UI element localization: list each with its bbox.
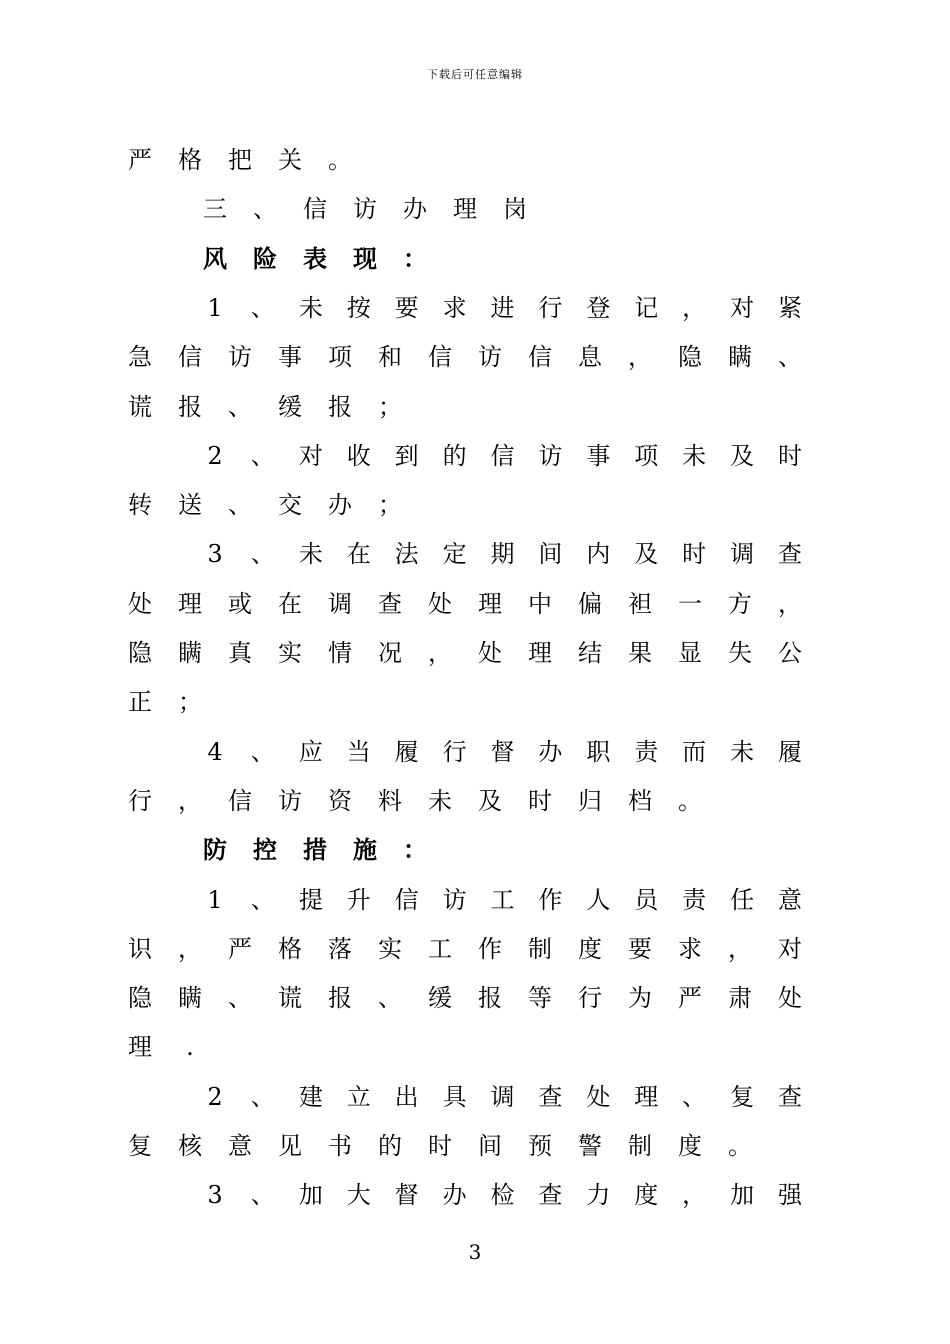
text-glyph: 加	[298, 1181, 323, 1210]
text-glyph: 在	[346, 540, 371, 569]
text-glyph: .	[186, 1033, 194, 1062]
text-glyph: 查	[778, 1082, 802, 1111]
text-glyph: 责	[634, 737, 659, 766]
text-glyph: 调	[730, 540, 755, 569]
text-glyph: 险	[253, 243, 277, 273]
text-glyph: 谎	[128, 392, 152, 421]
text-glyph: 理	[453, 195, 477, 224]
text-glyph: 瞒	[178, 984, 202, 1013]
text-glyph: 强	[778, 1181, 802, 1210]
text-glyph: 间	[538, 540, 563, 569]
text-glyph: 核	[178, 1132, 202, 1160]
page-number: 3	[468, 1240, 482, 1264]
text-glyph: 求	[442, 293, 467, 322]
text-glyph: 急	[128, 343, 152, 372]
text-glyph: 时	[778, 441, 802, 470]
text-glyph: 1	[207, 885, 223, 914]
text-glyph: 职	[586, 737, 611, 766]
text-glyph: 瞒	[728, 343, 752, 372]
text-glyph: 访	[278, 786, 302, 815]
text-glyph: 转	[128, 491, 152, 520]
text-glyph: 、	[250, 737, 275, 766]
text-glyph: 办	[538, 737, 563, 766]
text-glyph: 登	[586, 293, 611, 322]
text-glyph: 项	[328, 343, 352, 372]
text-glyph: 度	[578, 934, 602, 963]
text-glyph: 未	[682, 441, 707, 470]
text-glyph: 见	[278, 1132, 302, 1160]
text-glyph: 紧	[778, 293, 802, 322]
text-glyph: ，	[682, 1181, 707, 1210]
text-glyph: 调	[490, 1082, 515, 1111]
text-glyph: 行	[442, 737, 467, 766]
text-glyph: 项	[634, 441, 659, 470]
text-glyph: 记	[634, 293, 659, 322]
text-glyph: 期	[490, 540, 515, 569]
text-glyph: 3	[207, 540, 223, 569]
text-glyph: 公	[778, 639, 802, 667]
text-glyph: ；	[378, 491, 402, 520]
text-glyph: 办	[442, 1181, 467, 1210]
text-glyph: 访	[538, 441, 563, 470]
text-glyph: 等	[528, 984, 552, 1013]
text-glyph: 未	[298, 540, 323, 569]
text-glyph: 理	[128, 1033, 152, 1062]
text-glyph: 查	[538, 1082, 563, 1111]
text-glyph: 时	[428, 1132, 452, 1160]
text-glyph: 处	[128, 589, 152, 618]
text-glyph: 表	[303, 243, 327, 273]
text-glyph: 、	[253, 195, 277, 224]
text-glyph: 履	[394, 737, 419, 766]
text-glyph: 谎	[278, 984, 302, 1013]
text-glyph: 结	[578, 639, 602, 667]
text-glyph: 检	[490, 1181, 515, 1210]
text-glyph: 收	[346, 441, 371, 470]
text-glyph: 报	[328, 392, 352, 421]
text-glyph: 预	[528, 1132, 552, 1160]
text-glyph: 具	[442, 1082, 467, 1111]
text-glyph: 失	[728, 639, 752, 667]
text-glyph: 中	[528, 589, 552, 618]
text-glyph: 责	[682, 885, 707, 914]
text-glyph: 施	[353, 835, 377, 865]
text-glyph: 严	[678, 984, 702, 1013]
text-glyph: 加	[730, 1181, 755, 1210]
text-glyph: 隐	[128, 639, 152, 667]
text-glyph: 严	[228, 934, 252, 963]
text-glyph: 力	[586, 1181, 611, 1210]
text-glyph: 隐	[128, 984, 152, 1013]
text-glyph: 瞒	[178, 639, 202, 667]
text-glyph: 、	[378, 984, 402, 1013]
text-glyph: 报	[328, 984, 352, 1013]
text-glyph: 为	[628, 984, 652, 1013]
text-glyph: 行	[538, 293, 563, 322]
text-glyph: 、	[228, 491, 252, 520]
text-glyph: 行	[128, 786, 152, 815]
text-glyph: 的	[442, 441, 467, 470]
text-glyph: 。	[328, 146, 352, 174]
text-glyph: 2	[207, 1082, 223, 1111]
text-glyph: 料	[378, 786, 402, 815]
text-glyph: ，	[428, 639, 452, 667]
text-glyph: 访	[478, 343, 502, 372]
text-glyph: 复	[730, 1082, 755, 1111]
text-glyph: 格	[278, 934, 302, 963]
text-glyph: 督	[490, 737, 515, 766]
text-glyph: 、	[228, 984, 252, 1013]
text-glyph: 员	[634, 885, 659, 914]
text-glyph: 、	[778, 343, 802, 372]
text-glyph: 资	[328, 786, 352, 815]
text-glyph: 正	[128, 688, 152, 717]
text-glyph: 、	[228, 392, 252, 421]
text-glyph: 内	[586, 540, 611, 569]
text-glyph: ：	[403, 835, 427, 865]
text-glyph: 事	[586, 441, 611, 470]
text-glyph: 意	[778, 885, 802, 914]
text-glyph: 隐	[678, 343, 702, 372]
text-glyph: 严	[128, 146, 152, 174]
text-glyph: 或	[228, 589, 252, 618]
text-glyph: 三	[203, 195, 227, 224]
text-glyph: 对	[778, 934, 802, 963]
text-glyph: 查	[538, 1181, 563, 1210]
text-glyph: 报	[178, 392, 202, 421]
text-glyph: 间	[478, 1132, 502, 1160]
text-glyph: 报	[478, 984, 502, 1013]
text-glyph: ，	[628, 343, 652, 372]
text-glyph: 及	[730, 441, 755, 470]
text-glyph: ：	[403, 243, 427, 273]
text-glyph: 访	[228, 343, 252, 372]
text-glyph: 制	[628, 1132, 652, 1160]
text-glyph: 任	[730, 885, 755, 914]
text-glyph: 理	[634, 1082, 659, 1111]
text-glyph: 建	[298, 1082, 323, 1111]
text-glyph: 履	[778, 737, 802, 766]
text-glyph: 、	[250, 1181, 275, 1210]
text-glyph: 档	[628, 786, 652, 815]
text-glyph: 实	[378, 934, 402, 963]
text-glyph: 提	[298, 885, 323, 914]
text-glyph: 、	[250, 441, 275, 470]
text-glyph: 警	[578, 1132, 602, 1160]
text-glyph: 理	[478, 589, 502, 618]
text-glyph: 送	[178, 491, 202, 520]
text-glyph: 办	[328, 491, 352, 520]
text-glyph: 按	[346, 293, 371, 322]
text-glyph: 度	[634, 1181, 659, 1210]
text-glyph: 信	[228, 786, 252, 815]
text-glyph: 、	[250, 540, 275, 569]
header-note: 下载后可任意编辑	[427, 68, 523, 81]
text-glyph: 理	[178, 589, 202, 618]
text-glyph: 对	[730, 293, 755, 322]
text-glyph: 升	[346, 885, 371, 914]
text-glyph: ；	[378, 392, 402, 421]
text-glyph: 袒	[628, 589, 652, 618]
text-glyph: 。	[728, 1132, 752, 1160]
text-glyph: 工	[490, 885, 515, 914]
text-glyph: 而	[682, 737, 707, 766]
text-glyph: 1	[207, 293, 223, 322]
text-glyph: 、	[250, 1082, 275, 1111]
text-glyph: 缓	[428, 984, 452, 1013]
text-glyph: 当	[346, 737, 371, 766]
text-glyph: 要	[628, 934, 652, 963]
text-glyph: 制	[528, 934, 552, 963]
text-glyph: 复	[128, 1132, 152, 1160]
text-glyph: 肃	[728, 984, 752, 1013]
text-glyph: 方	[728, 589, 752, 618]
text-glyph: 真	[228, 639, 252, 667]
text-glyph: 风	[203, 243, 227, 273]
text-glyph: 4	[207, 737, 223, 766]
text-glyph: 格	[178, 146, 202, 174]
text-glyph: 作	[538, 885, 563, 914]
text-glyph: 况	[378, 639, 402, 667]
text-glyph: 实	[278, 639, 302, 667]
text-glyph: 信	[394, 885, 419, 914]
text-glyph: 息	[578, 343, 602, 372]
text-glyph: 到	[394, 441, 419, 470]
text-glyph: 督	[394, 1181, 419, 1210]
text-glyph: 出	[394, 1082, 419, 1111]
text-glyph: 应	[298, 737, 323, 766]
text-glyph: 显	[678, 639, 702, 667]
text-glyph: 交	[278, 491, 302, 520]
text-glyph: 及	[634, 540, 659, 569]
text-glyph: 归	[578, 786, 602, 815]
text-glyph: 把	[228, 146, 252, 174]
text-glyph: 偏	[578, 589, 602, 618]
text-glyph: ，	[682, 293, 707, 322]
text-glyph: 信	[428, 343, 452, 372]
text-glyph: 时	[682, 540, 707, 569]
text-glyph: 3	[207, 1181, 223, 1210]
text-glyph: ，	[778, 589, 802, 618]
text-glyph: 。	[678, 786, 702, 815]
text-glyph: 识	[128, 934, 152, 963]
text-glyph: 访	[353, 195, 377, 224]
text-glyph: 定	[442, 540, 467, 569]
text-glyph: 查	[378, 589, 402, 618]
text-glyph: 落	[328, 934, 352, 963]
text-glyph: 处	[428, 589, 452, 618]
text-glyph: 对	[298, 441, 323, 470]
text-glyph: 情	[328, 639, 352, 667]
text-glyph: 访	[442, 885, 467, 914]
text-glyph: 处	[586, 1082, 611, 1111]
text-glyph: 意	[228, 1132, 252, 1160]
text-glyph: ，	[728, 934, 752, 963]
text-glyph: 的	[378, 1132, 402, 1160]
text-glyph: 控	[253, 835, 277, 865]
text-glyph: 未	[730, 737, 755, 766]
text-glyph: 果	[628, 639, 652, 667]
text-glyph: 信	[178, 343, 202, 372]
text-glyph: 未	[428, 786, 452, 815]
text-glyph: 事	[278, 343, 302, 372]
text-glyph: 、	[682, 1082, 707, 1111]
text-glyph: 关	[278, 146, 302, 174]
text-glyph: 书	[328, 1132, 352, 1160]
text-glyph: 要	[394, 293, 419, 322]
text-glyph: 进	[490, 293, 515, 322]
text-glyph: 查	[778, 540, 802, 569]
text-glyph: 和	[378, 343, 402, 372]
text-glyph: 防	[203, 835, 227, 865]
text-glyph: 、	[250, 885, 275, 914]
text-glyph: 大	[346, 1181, 371, 1210]
text-glyph: 工	[428, 934, 452, 963]
text-glyph: 信	[528, 343, 552, 372]
text-glyph: 理	[528, 639, 552, 667]
text-glyph: 求	[678, 934, 702, 963]
text-glyph: ，	[178, 934, 202, 963]
text-glyph: 措	[303, 835, 327, 865]
text-glyph: 未	[298, 293, 323, 322]
text-glyph: ；	[178, 688, 202, 717]
text-glyph: 信	[303, 195, 327, 224]
text-glyph: 办	[403, 195, 427, 224]
text-glyph: 岗	[503, 195, 527, 224]
text-glyph: 调	[328, 589, 352, 618]
text-glyph: 处	[778, 984, 802, 1013]
text-glyph: 现	[353, 243, 377, 273]
text-glyph: 立	[346, 1082, 371, 1111]
text-glyph: 信	[490, 441, 515, 470]
text-glyph: 一	[678, 589, 702, 618]
text-glyph: 作	[478, 934, 502, 963]
text-glyph: 度	[678, 1132, 702, 1160]
text-glyph: 人	[586, 885, 611, 914]
text-glyph: 在	[278, 589, 302, 618]
text-glyph: 缓	[278, 392, 302, 421]
text-glyph: 处	[478, 639, 502, 667]
text-glyph: 、	[250, 293, 275, 322]
text-glyph: 2	[207, 441, 223, 470]
text-glyph: 法	[394, 540, 419, 569]
text-glyph: 行	[578, 984, 602, 1013]
text-glyph: 及	[478, 786, 502, 815]
text-glyph: ，	[178, 786, 202, 815]
text-glyph: 时	[528, 786, 552, 815]
